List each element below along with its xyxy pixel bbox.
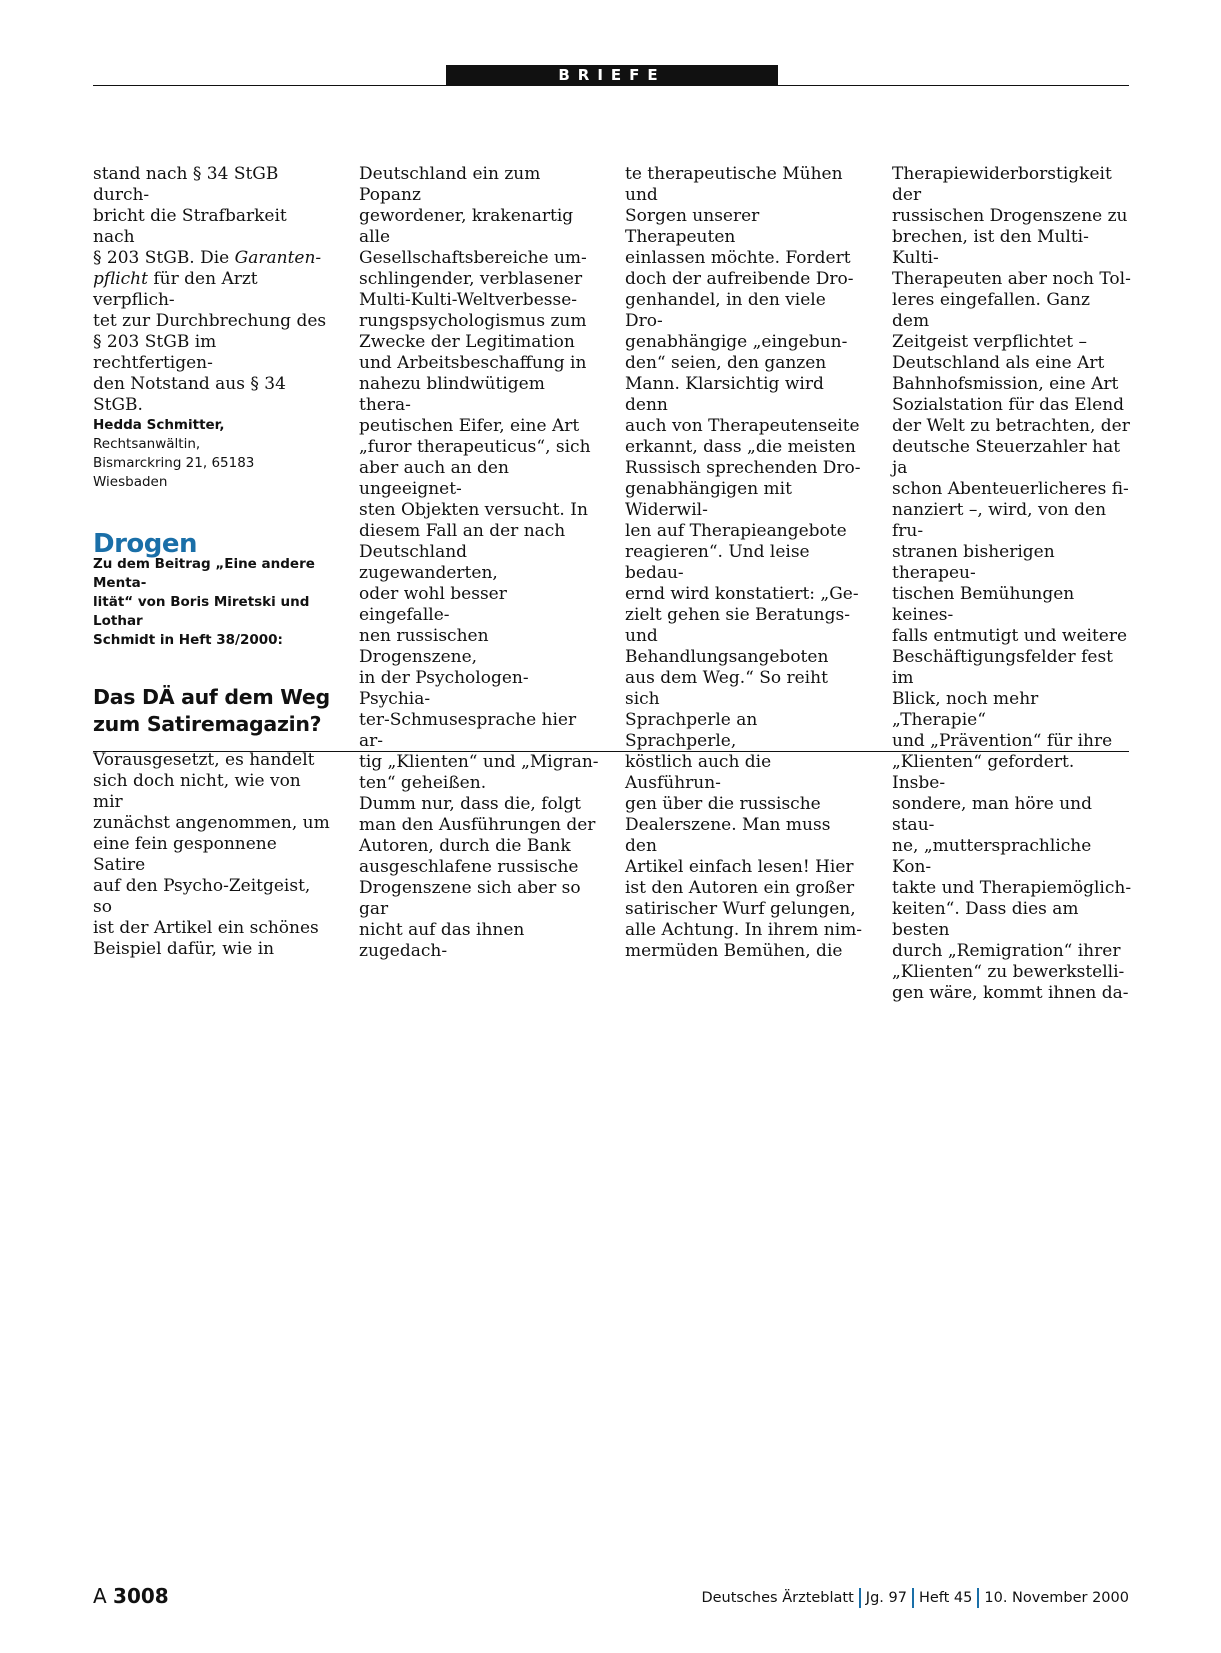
journal-footer: [701, 1588, 1129, 1608]
letter-body: Vorausgesetzt, es handelt sich doch nicht, wie von mir zunächst angenommen, um eine fein gesponnene Satire auf den Psycho-Zeitgeist, so ist der Artikel ein schönes Beispiel dafür, wie in: [93, 750, 330, 959]
column-2: [359, 164, 599, 962]
page-prefix: A: [93, 1584, 114, 1608]
content-divider: [93, 751, 1129, 752]
page-number: [93, 1584, 169, 1608]
author-signature: [93, 416, 333, 492]
column-3: [625, 164, 865, 962]
letter-body: Therapiewiderborstigkeit der russischen Drogenszene zu brechen, ist den Multi-Kulti- Therapeuten aber noch Tol- leres eingefallen. Ganz dem Zeitgeist verpflichtet – Deutschland als eine Art Bahnhofsmission, eine Art Sozialstation für das Elend der Welt zu betrachten, der deutsche Steuerzahler hat ja schon Abenteuerlicheres fi- nanziert –, wird, von den fru- stranen bisherigen therapeu- tischen Bemühungen keines- falls entmutigt und weitere Beschäftigungsfelder fest im Blick, noch mehr „Therapie“ und „Prävention“ für ihre „Klienten“ gefordert. Insbe- sondere, man höre und stau- ne, „muttersprachliche Kon- takte und Therapiemöglich- keiten“. Dass dies am besten durch „Remigration“ ihrer „Klienten“ zu bewerkstelli- gen wäre, kommt ihnen da-: [892, 164, 1132, 1003]
section-title: Drogen: [93, 529, 198, 559]
letter-continuation: [93, 164, 333, 416]
section-label: BRIEFE: [446, 65, 778, 86]
body-text: für den Arzt verpflich- tet zur Durchbrechung des § 203 StGB im rechtfertigen- den Notstand aus § 34 StGB.: [93, 269, 327, 415]
page-number-value: 3008: [113, 1584, 169, 1608]
emphasis-text: Garanten- pflicht: [93, 248, 322, 289]
journal-date: 10. November 2000: [984, 1590, 1129, 1606]
journal-issue: Heft 45: [918, 1590, 973, 1606]
footer-separator: [912, 1588, 914, 1608]
author-name: Hedda Schmitter,: [93, 417, 225, 433]
body-text: stand nach § 34 StGB durch- bricht die Strafbarkeit nach § 203 StGB. Die: [93, 164, 287, 268]
column-4: [892, 164, 1132, 1004]
letter-body: te therapeutische Mühen und Sorgen unserer Therapeuten einlassen möchte. Fordert doch der aufreibende Dro- genhandel, in den viele Dro- genabhängige „eingebun- den“ seien, den ganzen Mann. Klarsichtig wird denn auch von Therapeutenseite erkannt, dass „die meisten Russisch sprechenden Dro- genabhängigen mit Widerwil- len auf Therapieangebote reagieren“. Und leise bedau- ernd wird konstatiert: „Ge- zielt gehen sie Beratungs- und Behandlungsangeboten aus dem Weg.“ So reiht sich Sprachperle an Sprachperle, köstlich auch die Ausführun- gen über die russische Dealerszene. Man muss den Artikel einfach lesen! Hier ist den Autoren ein großer satirischer Wurf gelungen, alle Achtung. In ihrem nim- mermüden Bemühen, die: [625, 164, 863, 961]
letter-body: Deutschland ein zum Popanz gewordener, krakenartig alle Gesellschaftsbereiche um- schlingender, verblasener Multi-Kulti-Weltverbesse- rungspsychologismus zum Zwecke der Legitimation und Arbeitsbeschaffung in nahezu blindwütigem thera- peutischen Eifer, eine Art „furor therapeuticus“, sich aber auch an den ungeeignet- sten Objekten versucht. In diesem Fall an der nach Deutschland zugewanderten, oder wohl besser eingefalle- nen russischen Drogenszene, in der Psychologen-Psychia- ter-Schmusesprache hier ar- tig „Klienten“ und „Migran- ten“ geheißen. Dumm nur, dass die, folgt man den Ausführungen der Autoren, durch die Bank ausgeschlafene russische Drogenszene sich aber so gar nicht auf das ihnen zugedach-: [359, 164, 599, 961]
letter-title: Das DÄ auf dem Weg zum Satiremagazin?: [93, 685, 330, 736]
footer-separator: [859, 1588, 861, 1608]
header-rule: [93, 85, 1129, 86]
author-address: Rechtsanwältin, Bismarckring 21, 65183 Wiesbaden: [93, 436, 255, 490]
journal-volume: Jg. 97: [865, 1590, 907, 1606]
column-1: [93, 164, 333, 960]
footer-separator: [977, 1588, 979, 1608]
article-reference: Zu dem Beitrag „Eine andere Menta- lität“ von Boris Miretski und Lothar Schmidt in Heft 38/2000:: [93, 556, 315, 648]
journal-name: Deutsches Ärzteblatt: [701, 1590, 854, 1606]
